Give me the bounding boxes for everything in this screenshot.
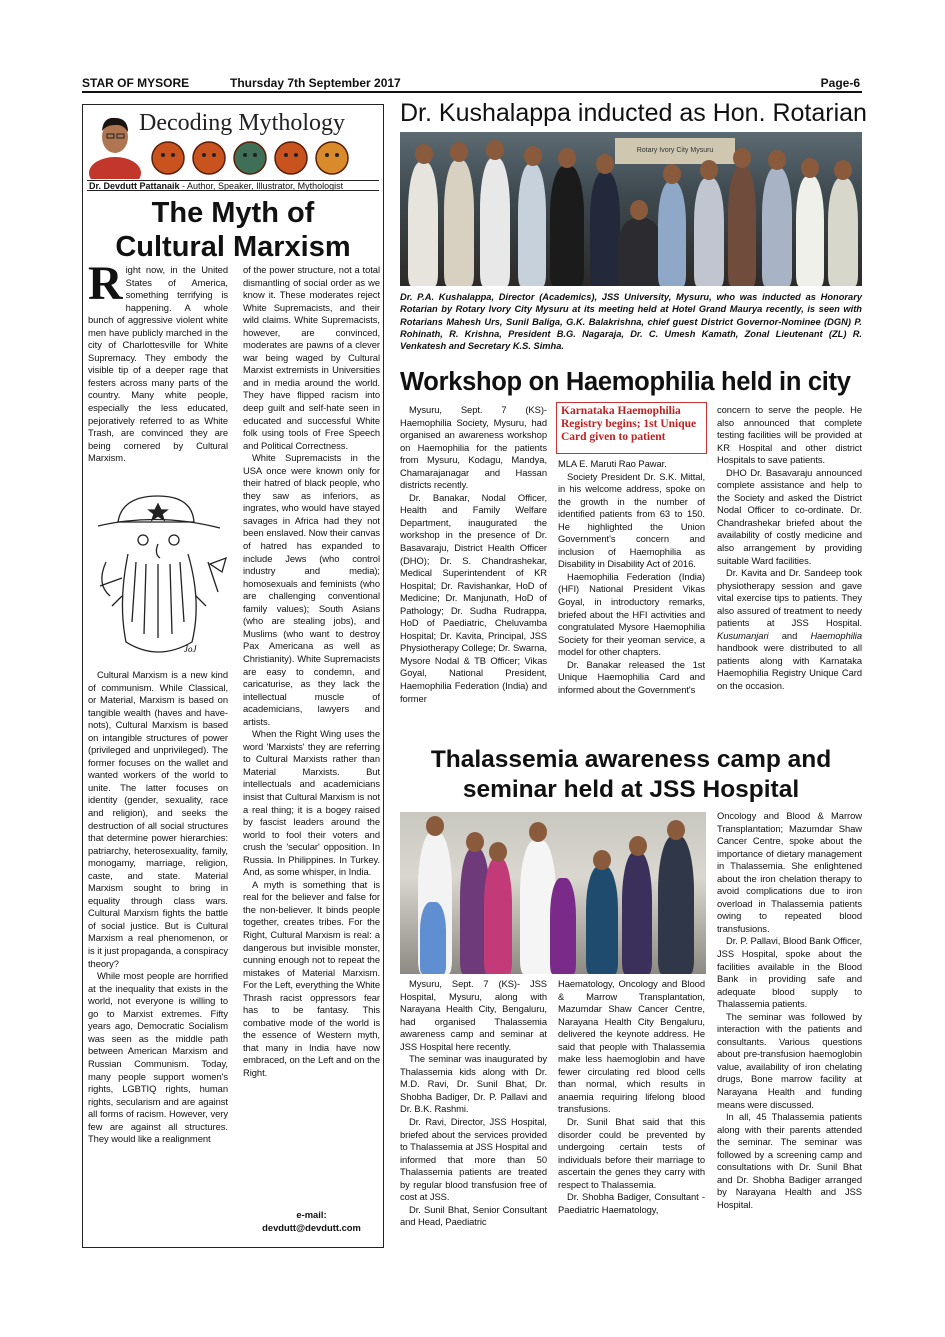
headline-line-1: Thalassemia awareness camp and — [430, 746, 832, 773]
paragraph: The seminar was followed by interaction with the patients and consultants. Various questions about pre-transfusion haemoglobin value, availability of iron chelating drugs, Bone marrow facility at Narayana Health and funding means were discussed. — [717, 1010, 862, 1110]
paragraph: concern to serve the people. He also announced that complete testing facilities will be provided at KR Hospital and other district Hospitals to save patients. — [717, 404, 862, 466]
haemophilia-headline: Workshop on Haemophilia held in city — [400, 368, 851, 396]
registry-highlight-box — [556, 402, 707, 454]
paragraph: of the power structure, not a total dismantling of social order as we know it. These moderates reject White Supremacists, and their wild claims. White Supremacists, however, are convinced, moderates are pawns of a clever war being waged by Cultural Marxist extremists in Universities and in media around the world. They have flipped racism into deep guilt and self-hate seen in educated and successful White folk using tools of Free Speech and Political Correctness. — [243, 264, 380, 451]
haemophilia-col-2 — [558, 458, 705, 739]
column-middle-body — [243, 264, 380, 1203]
headline-line-2: seminar held at JSS Hospital — [462, 776, 800, 803]
cartoonist-signature: JoJ — [184, 644, 197, 654]
mythology-masks-icon — [151, 139, 376, 177]
highlight-text: Karnataka Haemophilia Registry begins; 1st Unique Card given to patient — [561, 405, 697, 443]
column-banner-title: Decoding Mythology — [139, 110, 345, 136]
haemophilia-col-1 — [400, 404, 547, 739]
paragraph: Mysuru, Sept. 7 (KS)- JSS Hospital, Mysuru, along with Narayana Health City, Bengaluru, had organised Thalassemia awareness camp and seminar at JSS Hospital here recently. — [400, 978, 547, 1052]
paragraph: The seminar was inaugurated by Thalassemia kids along with Dr. M.D. Ravi, Dr. Sunil Bhat, Dr. Shobha Badiger, Dr. P. Pallavi and Dr. B.K. Rashmi. — [400, 1053, 547, 1115]
handbook-name: Kusumanjari — [717, 629, 769, 641]
columnist-photo — [87, 107, 143, 179]
handbook-name: Haemophilia — [810, 629, 862, 641]
thalassemia-headline — [400, 745, 862, 805]
paragraph: Cultural Marxism is a new kind of communism. While Classical, or Material, Marxism is based on tangible wealth (haves and have-nots), Cultural Marxism is based on intangible structures of power (privileged and unprivileged). The former focuses on the wallet and wanted workers of the world to unite. The latter focuses on identity (gender, sexuality, race and religion), and seeks the destruction of all social structures that determine power hierarchies: patriarchy, heterosexuality, family, monogamy, marriage, religion, caste, and state. Material Marxism sought to bring in equality through class wars. Cultural Marxism fights the battle of social justice. But is Cultural Marxism a real phenomenon, or is it just propaganda, a conspiracy theory? — [88, 669, 228, 969]
paragraph: When the Right Wing uses the word 'Marxists' they are referring to Cultural Marxists rather than Material Marxists. But intellectuals and academicians insist that Cultural Marxism is not a real thing; it is a bogey raised by fascist leaders around the world to fool their voters and crush the 'secular' opposition. In Russia. In Philippines. In Turkey. And, as some whisper, in India. — [243, 728, 380, 878]
paragraph: Oncology and Blood & Marrow Transplantation; Mazumdar Shaw Cancer Centre, spoke about the importance of dietary management in Thalassemia. She enlightened about the iron chelation therapy to avoid complications due to iron overload in Thalassemia patients owing to repeated blood transfusions. — [717, 810, 862, 934]
thalassemia-col-2 — [558, 978, 705, 1258]
haemophilia-col-3 — [717, 404, 862, 739]
paragraph: Haemophilia Federation (India) (HFI) National President Vikas Goyal, in introductory remarks, briefed about the HFI activities and congratulated Mysore Haemophilia Society for their yeoman service, a model for other chapters. — [558, 570, 705, 658]
paragraph: Society President Dr. S.K. Mittal, in his welcome address, spoke on the growth in the number of identified patients from 63 to 150. He highlighted the Union Government's concern and inclusion of Haemophilia as Disability in Disability Act of 2016. — [558, 470, 705, 570]
paragraph: A myth is something that is real for the believer and false for the non-believer. It binds people together, creates tribes. For the Right, Cultural Marxism is real: a dangerous but invisible monster, cunning enough not to repeat the mistakes of Material Marxism. For the Left, everything the White Thrash racist oppressors fear has to be fantasy. This combative mode of the world is the essence of Western myth, that many in India have now embraced, on the Left and on the Right. — [243, 878, 380, 1078]
rotarian-headline: Dr. Kushalappa inducted as Hon. Rotarian — [400, 99, 867, 127]
rotarian-photo — [400, 132, 862, 286]
paragraph: In all, 45 Thalassemia patients along with their parents attended the seminar. The seminar was followed by a screening camp and consultations with Dr. Sunil Bhat and Dr. Shobha Badiger arranged by Narayana Health and JSS Hospital. — [717, 1111, 862, 1210]
paragraph: Dr. Sunil Bhat said that this disorder could be prevented by undergoing certain tests of individuals before their marriage to ascertain the genes they carry with respect to Thalassemia. — [558, 1116, 705, 1190]
page-header — [82, 75, 862, 93]
paragraph: Dr. P. Pallavi, Blood Bank Officer, JSS Hospital, spoke about the facilities available in the Blood Bank in providing safe and adequate blood supply to Thalassemia patients. — [717, 935, 862, 1010]
event-banner: Rotary Ivory City Mysuru — [615, 138, 735, 164]
issue-date: Thursday 7th September 2017 — [230, 76, 401, 90]
white-supremacist-cartoon — [88, 492, 236, 664]
paragraph: While most people are horrified at the inequality that exists in the world, not everyone is willing to go to Marxist extremes. Fifty years ago, Democratic Socialism was seen as the middle path between American Marxism and Russian Communism. Today, many people support women's rights, LGBTIQ rights, human rights, secularism and are against all forms of racism. However, very few are against all structures. They would like a realignment — [88, 970, 228, 1145]
column-left-body — [88, 669, 228, 1240]
column-headline — [88, 196, 378, 264]
text: handbook were distributed to all patients along with Karnataka Haemophilia Registry Unique Card on the occasion. — [717, 642, 862, 692]
paragraph: Dr. Ravi, Director, JSS Hospital, briefed about the services provided to Thalassemia at JSS Hospital and informed that more than 50 Thalassemia patients are treated by regular blood transfusion free of cost at JSS. — [400, 1116, 547, 1203]
page-number: Page-6 — [820, 76, 860, 90]
paragraph: Dr. Shobha Badiger, Consultant - Paediatric Haematology, — [558, 1191, 705, 1215]
author-roles: - Author, Speaker, Illustrator, Mythologist — [179, 181, 344, 191]
email-address[interactable]: devdutt@devdutt.com — [262, 1222, 361, 1233]
author-name: Dr. Devdutt Pattanaik — [89, 181, 180, 191]
paragraph: MLA E. Maruti Rao Pawar. — [558, 458, 667, 469]
paragraph: Mysuru, Sept. 7 (KS)- Haemophilia Society, Mysuru, had organised an awareness workshop on Haemophilia for the patients from Mysuru, Kodagu, Mandya, Chamarajanagar and Hassan districts recently. — [400, 404, 547, 491]
column-lead — [88, 264, 228, 488]
headline-line-2: Cultural Marxism — [115, 231, 351, 263]
paragraph: Haematology, Oncology and Blood & Marrow Transplantation, Mazumdar Shaw Cancer Centre, Narayana Health City Bengaluru, delivered the keynote address. He said that people with Thalassemia make less haemoglobin and have fewer circulating red blood cells than normal, which results in anaemia requiring lifelong blood transfusions. — [558, 978, 705, 1115]
columnist-banner — [87, 107, 379, 180]
thalassemia-col-3 — [717, 810, 862, 1258]
drop-cap: R — [88, 264, 123, 310]
text: and — [768, 629, 811, 641]
email-label: e-mail: — [296, 1209, 327, 1220]
text: Dr. Kavita and Dr. Sandeep took physiotherapy session and gave vital exercise tips to patients. They also assured of treatment to needy patients at JSS Hospital. — [717, 567, 862, 629]
byline — [87, 180, 379, 191]
thalassemia-col-1 — [400, 978, 547, 1258]
paragraph: DHO Dr. Basavaraju announced complete assistance and help to the Society and asked the District Nodal Officer to co-ordinate. Dr. Chandrashekar briefed about the availability of costly medicine and also arrangement by providing suitable Ward facilities. — [717, 466, 862, 566]
lead-paragraph: ight now, in the United States of America, something terrifying is happening. A whole bunch of aggressive violent white men have publicly marched in the city of Charlottesville for White Supremacy. They embody the visible tip of a deeper rage that festers across many parts of the country. Many white people, especially the less educated, pejoratively referred to as White Trash, are convinced they are being cornered by Cultural Marxism. — [88, 264, 228, 464]
paragraph: Dr. Banakar, Nodal Officer, Health and Family Welfare Department, inaugurated the workshop in the presence of Dr. Basavaraju, District Health Officer (DHO); Dr. S. Chandrashekar, Medical Superintendent of KR Hospital; Dr. Ravishankar, HoD of Medicine; Dr. Manjunath, HoD of Pathology; Dr. Sudha Rudrappa, HoD of Paediatric, Cheluvamba Hospital; Dr. Kavita, Principal, JSS Physiotherapy College; Dr. Swarna, Mysore Nodal & TB Officer; Vikas Goyal, National President, Haemophilia Federation (India) and former — [400, 491, 547, 704]
paragraph: Dr. Banakar released the 1st Unique Haemophilia Card and informed about the Government's — [558, 658, 705, 695]
email-block — [243, 1208, 380, 1234]
paragraph: White Supremacists in the USA once were known only for their hatred of black people, who they saw as inferiors, as ingrates, who would have stayed savages in Africa had they not been enslaved. Now their canvas of hatred has expanded to include Jews (who control industry and media); homosexuals and feminists (who are challenging conventional family values); South Asians (who are stealing jobs), and Muslims (who want to destroy Pax Americana as well as Christianity). White Supremacists are easy to condemn, and caricaturise, as they lack the intellectual muscle of academicians, lawyers and artists. — [243, 452, 380, 727]
headline-line-1: The Myth of — [151, 197, 315, 229]
newspaper-name: STAR OF MYSORE — [82, 76, 190, 90]
paragraph: Dr. Sunil Bhat, Senior Consultant and Head, Paediatric — [400, 1203, 547, 1228]
rotarian-caption: Dr. P.A. Kushalappa, Director (Academics), JSS University, Mysuru, who was inducted as Honorary Rotarian by Rotary Ivory City Mysuru at its meeting held at Hotel Grand Maurya recently, is seen with Rotarians Mahesh Urs, Sunil Baliga, G.K. Balakrishna, chief guest District Governor-Nominee (DGN) P. Rohinath, R. Krishna, President B.G. Nagaraja, Dr. C. Umesh Kamath, Zonal Lieutenant (ZL) R. Venkatesh and Secretary K.S. Simha. — [400, 292, 862, 352]
thalassemia-photo — [400, 812, 706, 974]
